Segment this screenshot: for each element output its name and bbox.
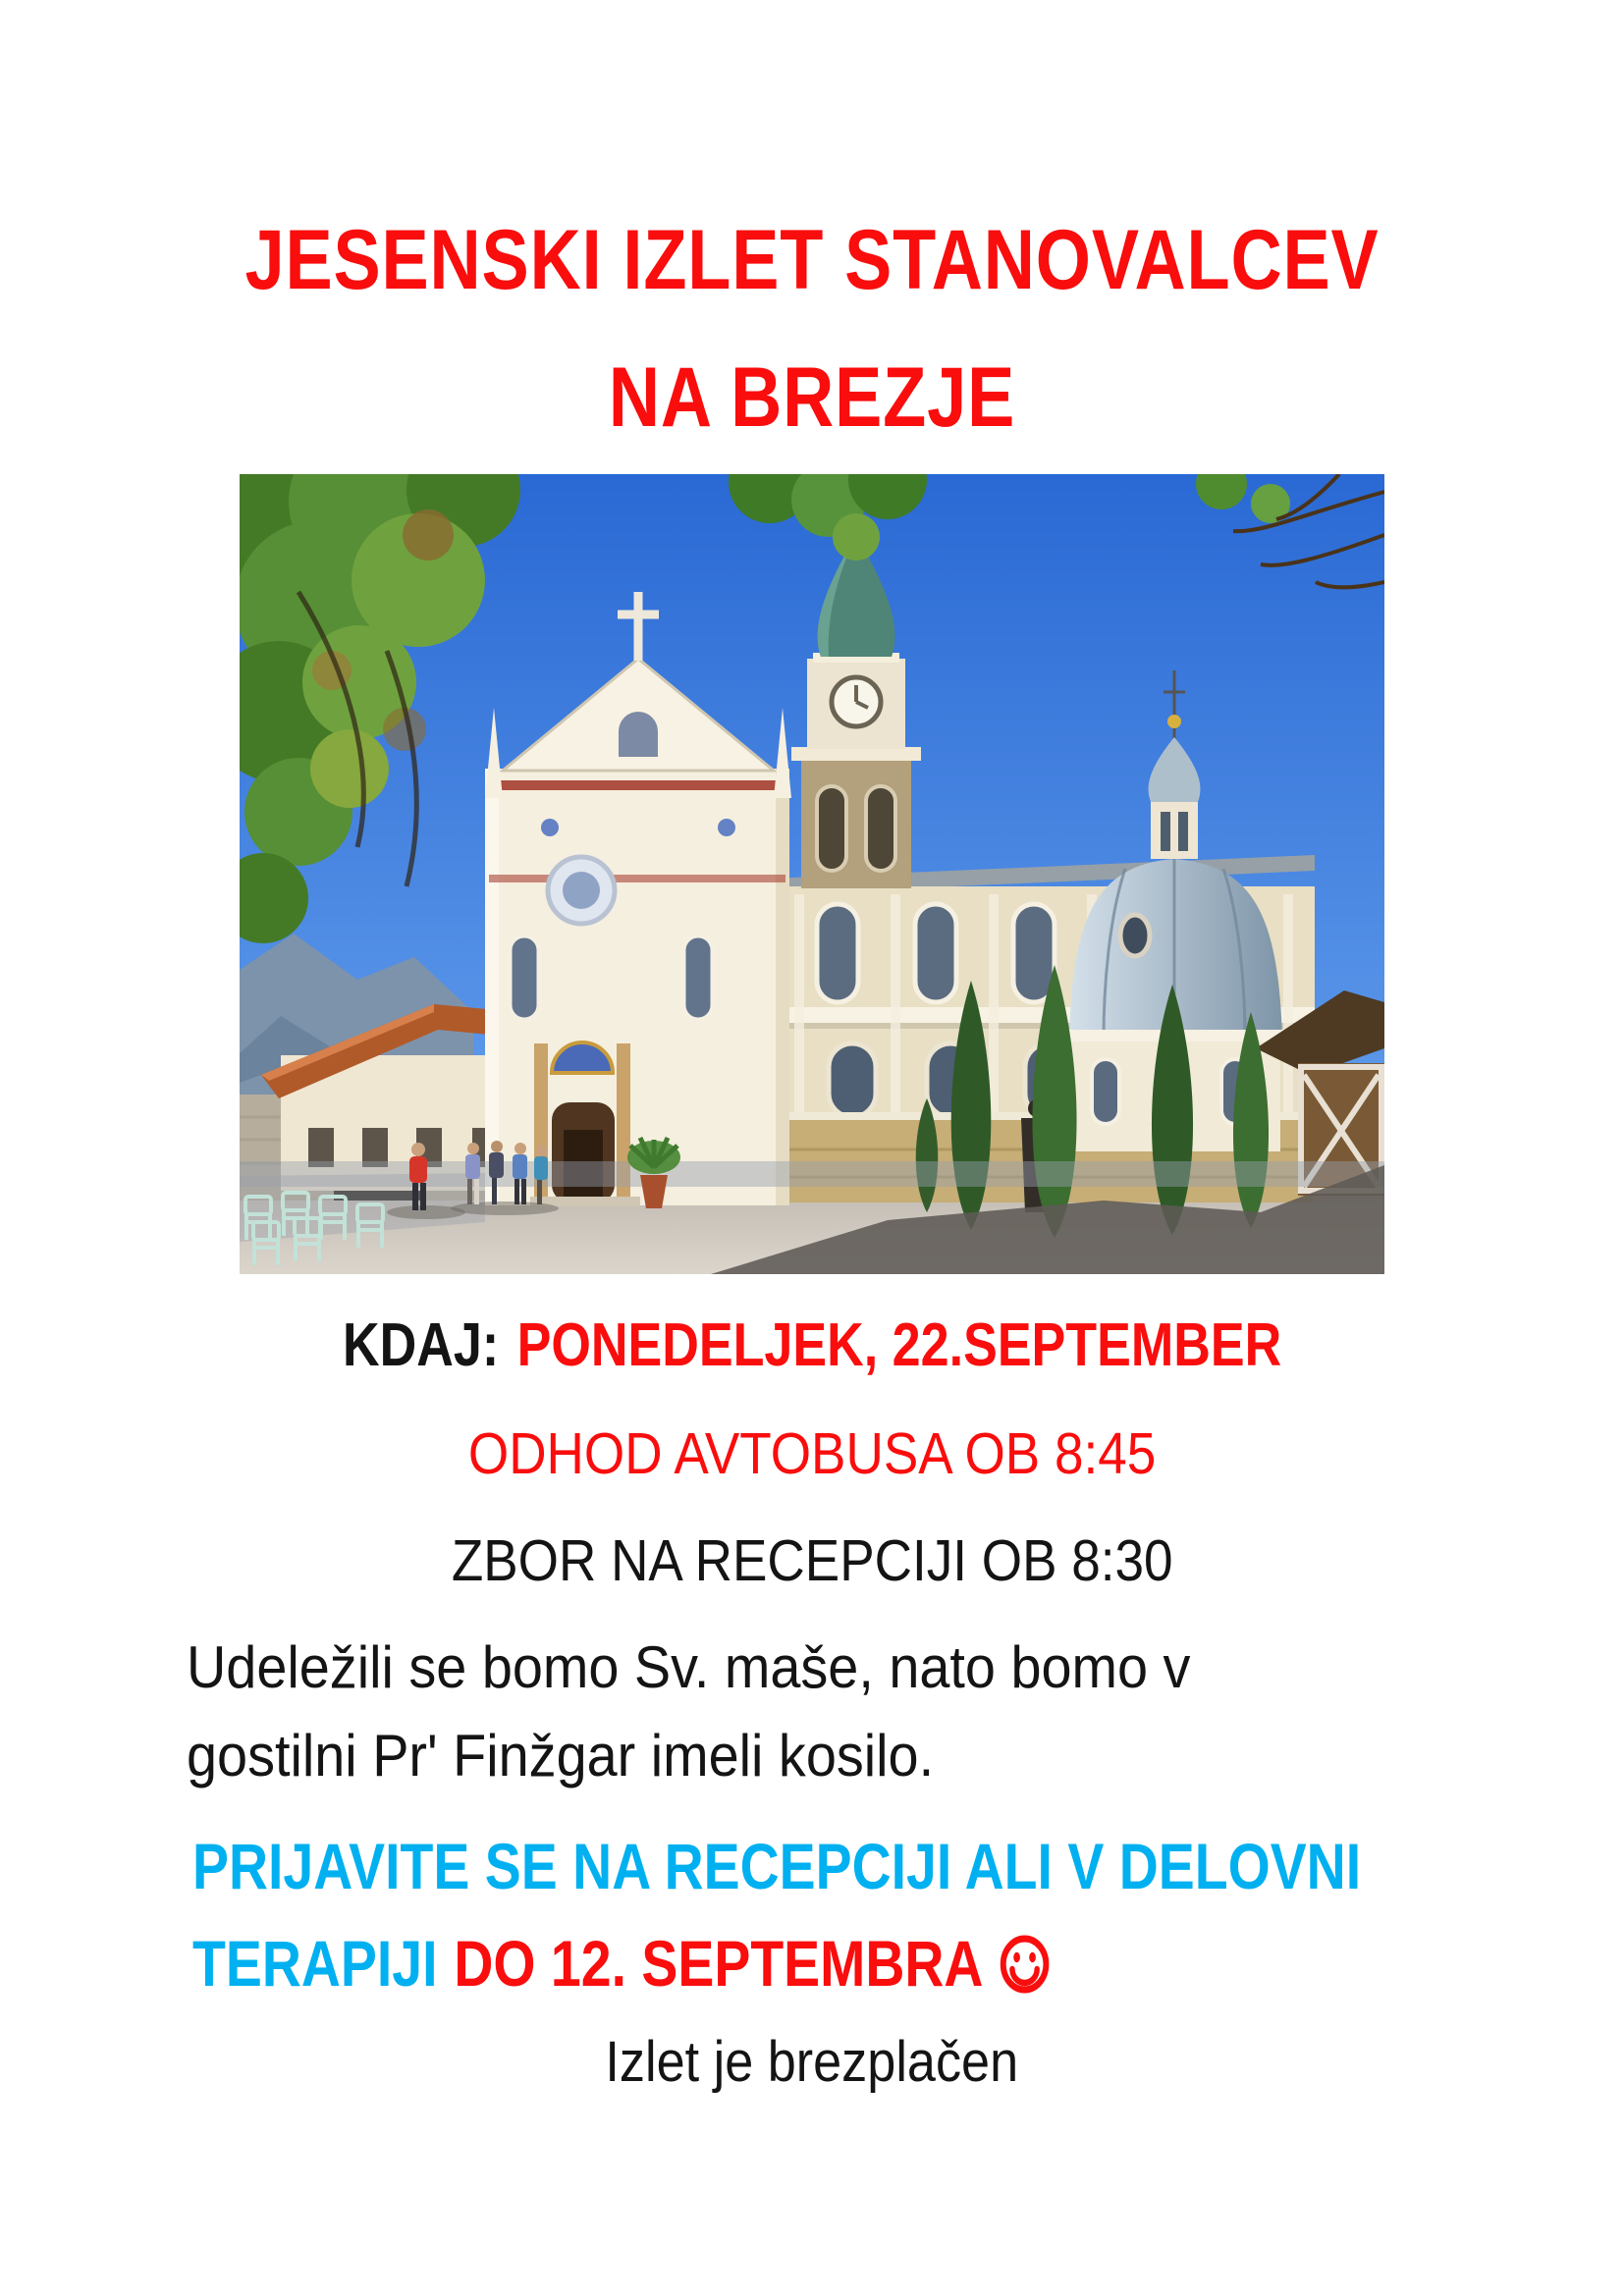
title-line-2: NA BREZJE [608, 350, 1016, 445]
when-value: PONEDELJEK, 22.SEPTEMBER [516, 1311, 1282, 1379]
signup-notice [192, 1818, 1584, 2012]
signup-line2-blue: TERAPIJI [192, 1927, 438, 2000]
signup-line-2 [192, 1915, 1361, 2012]
meeting-point-line: ZBOR NA RECEPCIJI OB 8:30 [451, 1528, 1173, 1593]
when-label: KDAJ: [342, 1311, 500, 1379]
signup-line2-red: DO 12. SEPTEMBRA [454, 1927, 984, 2000]
body-line-1: Udeležili se bomo Sv. maše, nato bomo v [187, 1634, 1191, 1700]
poster-title [0, 191, 1624, 466]
body-paragraph [187, 1624, 1266, 1800]
title-line-1: JESENSKI IZLET STANOVALCEV [244, 213, 1380, 307]
bus-departure-line: ODHOD AVTOBUSA OB 8:45 [467, 1421, 1157, 1486]
body-line-2: gostilni Pr' Finžgar imeli kosilo. [187, 1723, 935, 1789]
signup-line-1: PRIJAVITE SE NA RECEPCIJI ALI V DELOVNI [192, 1830, 1362, 1902]
brezje-basilica-photo [240, 474, 1384, 1274]
when-line [0, 1302, 1624, 1390]
smiley-face-icon [999, 1933, 1052, 1996]
free-trip-note: Izlet je brezplačen [605, 2030, 1019, 2094]
